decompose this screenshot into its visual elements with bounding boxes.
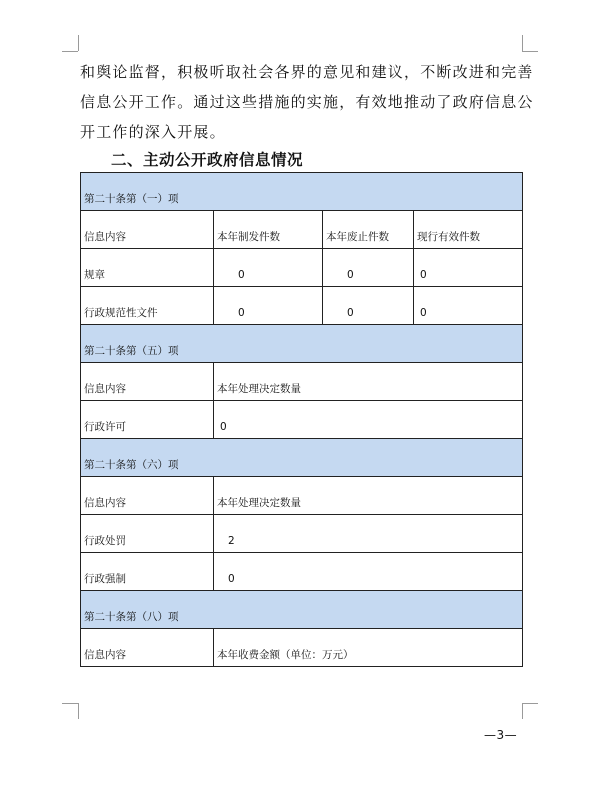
section-title: 第二十条第（五）项 bbox=[84, 345, 179, 357]
column-header: 信息内容 bbox=[84, 231, 126, 243]
table-header-row bbox=[81, 477, 523, 515]
table-row bbox=[81, 287, 523, 325]
section-title-row bbox=[81, 591, 523, 629]
table-header-row bbox=[81, 363, 523, 401]
section-title: 第二十条第（八）项 bbox=[84, 611, 179, 623]
section-title: 第二十条第（六）项 bbox=[84, 459, 179, 471]
column-header: 本年收费金额（单位：万元） bbox=[217, 649, 354, 661]
section-title: 第二十条第（一）项 bbox=[84, 193, 179, 205]
table-header-row bbox=[81, 211, 523, 249]
cell-value: 0 bbox=[238, 306, 245, 319]
cell-value: 0 bbox=[420, 306, 427, 319]
column-header: 本年处理决定数量 bbox=[217, 497, 301, 509]
column-header: 信息内容 bbox=[84, 649, 126, 661]
cell-value: 0 bbox=[238, 268, 245, 281]
section-title-row bbox=[81, 325, 523, 363]
disclosure-table bbox=[80, 172, 523, 667]
row-label: 行政强制 bbox=[84, 573, 126, 585]
body-paragraph bbox=[80, 57, 534, 147]
table-row bbox=[81, 401, 523, 439]
cell-value: 0 bbox=[347, 306, 354, 319]
row-label: 规章 bbox=[84, 269, 105, 281]
column-header: 现行有效件数 bbox=[417, 231, 480, 243]
cell-value: 0 bbox=[347, 268, 354, 281]
table-header-row bbox=[81, 629, 523, 667]
cell-value: 0 bbox=[420, 268, 427, 281]
row-label: 行政处罚 bbox=[84, 535, 126, 547]
table-row bbox=[81, 553, 523, 591]
paragraph-line: 和舆论监督，积极听取社会各界的意见和建议，不断改进和完善 bbox=[80, 63, 534, 81]
column-header: 本年处理决定数量 bbox=[217, 383, 301, 395]
section-title-row bbox=[81, 439, 523, 477]
row-label: 行政规范性文件 bbox=[84, 307, 158, 319]
row-label: 行政许可 bbox=[84, 421, 126, 433]
column-header: 本年废止件数 bbox=[326, 231, 389, 243]
column-header: 信息内容 bbox=[84, 497, 126, 509]
page-number: —3— bbox=[484, 728, 518, 742]
column-header: 信息内容 bbox=[84, 383, 126, 395]
section-title-row bbox=[81, 173, 523, 211]
cell-value: 2 bbox=[228, 534, 235, 547]
section-heading: 二、主动公开政府信息情况 bbox=[111, 151, 304, 169]
table-row bbox=[81, 515, 523, 553]
paragraph-line: 开工作的深入开展。 bbox=[80, 123, 226, 141]
cell-value: 0 bbox=[220, 420, 227, 433]
cell-value: 0 bbox=[228, 572, 235, 585]
paragraph-line: 信息公开工作。通过这些措施的实施，有效地推动了政府信息公 bbox=[80, 93, 534, 111]
column-header: 本年制发件数 bbox=[217, 231, 280, 243]
table-row bbox=[81, 249, 523, 287]
